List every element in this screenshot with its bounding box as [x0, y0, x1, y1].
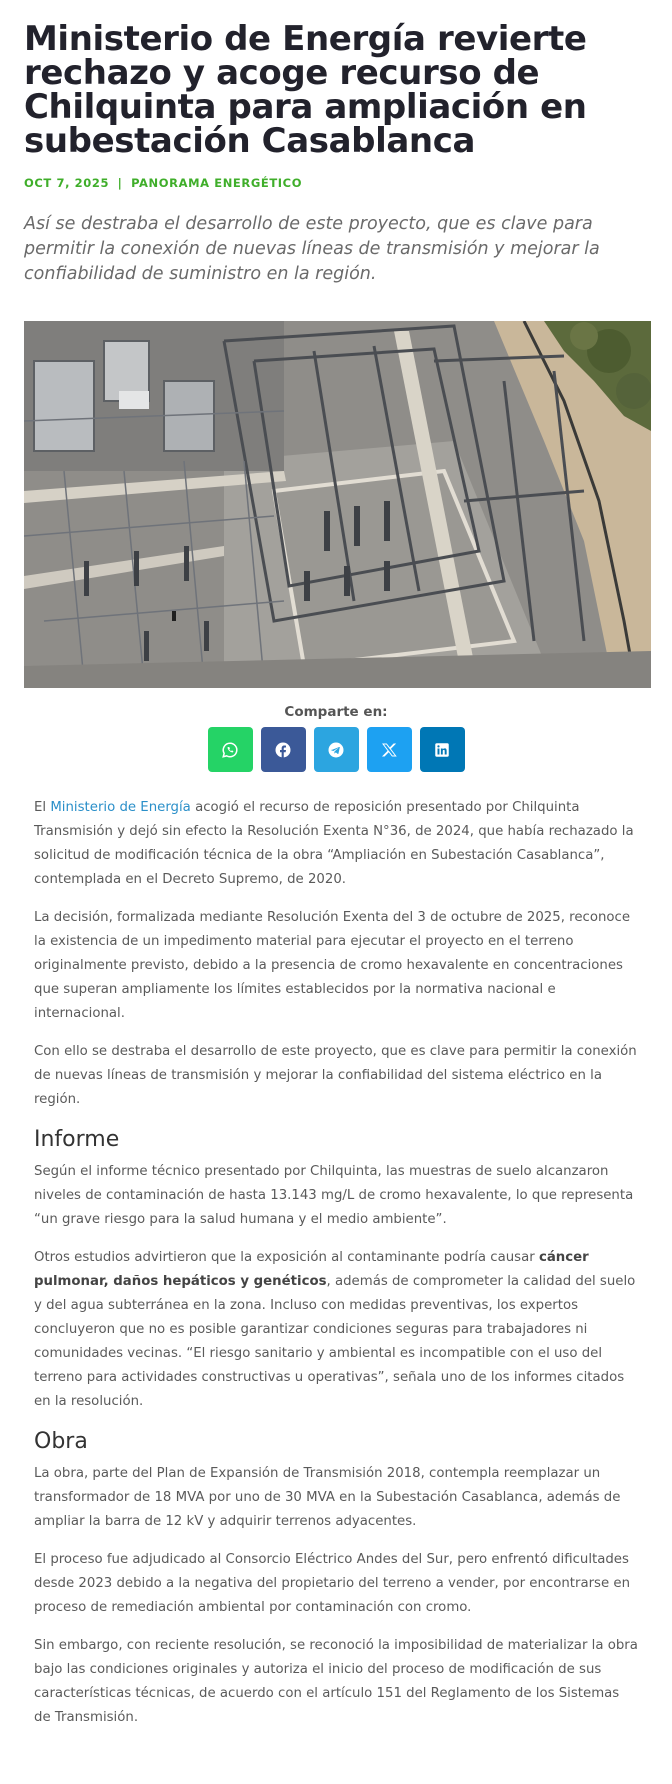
paragraph-text: Otros estudios advirtieron que la exposición al contaminante podría causar: [34, 1250, 539, 1265]
ministerio-link[interactable]: Ministerio de Energía: [50, 800, 191, 815]
section-heading-informe: Informe: [34, 1127, 120, 1152]
paragraph-1: [34, 796, 638, 892]
x-icon: [380, 741, 398, 759]
whatsapp-icon: [221, 741, 239, 759]
paragraph-text: , además de comprometer la calidad del suelo y del agua subterránea en la zona. Incluso con medidas preventivas, los expertos concluyeron que no es posible garantizar condiciones seguras para trabajadores ni comunidades vecinas. “El riesgo sanitario y ambiental es incompatible con el uso del terreno para actividades constructivas u operativas”, señala uno de los informes citados en la resolución.: [34, 1274, 636, 1409]
article-date: OCT 7, 2025: [24, 176, 110, 190]
share-buttons: [24, 727, 648, 772]
article-category-link[interactable]: PANORAMA ENERGÉTICO: [131, 176, 303, 190]
article-meta: [24, 176, 648, 190]
section-heading-obra: Obra: [34, 1429, 88, 1454]
paragraph-4: Según el informe técnico presentado por Chilquinta, las muestras de suelo alcanzaron niveles de contaminación de hasta 13.143 mg/L de cromo hexavalente, lo que representa “un grave riesgo para la salud humana y el medio ambiente”.: [34, 1164, 634, 1227]
paragraph-7: El proceso fue adjudicado al Consorcio Eléctrico Andes del Sur, pero enfrentó dificultades desde 2023 debido a la negativa del propietario del terreno a vender, por encontrarse en proceso de remediación ambiental por contaminación con cromo.: [34, 1552, 631, 1615]
substation-aerial-image: [24, 321, 651, 688]
share-section: [24, 704, 648, 772]
facebook-icon: [274, 741, 292, 759]
paragraph-2: La decisión, formalizada mediante Resolución Exenta del 3 de octubre de 2025, reconoce la existencia de un impedimento material para ejecutar el proyecto en el terreno originalmente previsto, debido a la presencia de cromo hexavalente en concentraciones que superan ampliamente los límites establecidos por la normativa nacional e internacional.: [34, 910, 631, 1021]
share-label: Comparte en:: [284, 704, 388, 720]
bold-text: cáncer pulmonar, daños hepáticos y genéticos: [34, 1250, 589, 1289]
telegram-icon: [327, 741, 345, 759]
linkedin-icon: [433, 741, 451, 759]
paragraph-text: El: [34, 800, 51, 815]
paragraph-text: acogió el recurso de reposición presentado por Chilquinta Transmisión y dejó sin efecto la Resolución Exenta N°36, de 2024, que había rechazado la solicitud de modificación técnica de la obra “Ampliación en Subestación Casablanca”, contemplada en el Decreto Supremo, de 2020.: [34, 800, 634, 887]
hero-image: [24, 321, 651, 688]
paragraph-8: Sin embargo, con reciente resolución, se reconoció la imposibilidad de materializar la obra bajo las condiciones originales y autoriza el inicio del proceso de modificación de sus características técnicas, de acuerdo con el artículo 151 del Reglamento de los Sistemas de Transmisión.: [34, 1638, 638, 1725]
paragraph-6: La obra, parte del Plan de Expansión de Transmisión 2018, contempla reemplazar un transformador de 18 MVA por uno de 30 MVA en la Subestación Casablanca, además de ampliar la barra de 12 kV y adquirir terrenos adyacentes.: [34, 1466, 621, 1529]
article-title: Ministerio de Energía revierte rechazo y acoge recurso de Chilquinta para ampliación en subestación Casablanca: [24, 19, 587, 161]
whatsapp-share-button[interactable]: [208, 727, 253, 772]
paragraph-5: [34, 1246, 638, 1414]
telegram-share-button[interactable]: [314, 727, 359, 772]
meta-separator: |: [117, 176, 123, 190]
linkedin-share-button[interactable]: [420, 727, 465, 772]
article-body: [24, 796, 648, 1730]
x-share-button[interactable]: [367, 727, 412, 772]
facebook-share-button[interactable]: [261, 727, 306, 772]
paragraph-3: Con ello se destraba el desarrollo de este proyecto, que es clave para permitir la conexión de nuevas líneas de transmisión y mejorar la confiabilidad del sistema eléctrico en la región.: [34, 1044, 637, 1107]
article-lead: Así se destraba el desarrollo de este proyecto, que es clave para permitir la conexión de nuevas líneas de transmisión y mejorar la confiabilidad de suministro en la región.: [24, 214, 600, 284]
